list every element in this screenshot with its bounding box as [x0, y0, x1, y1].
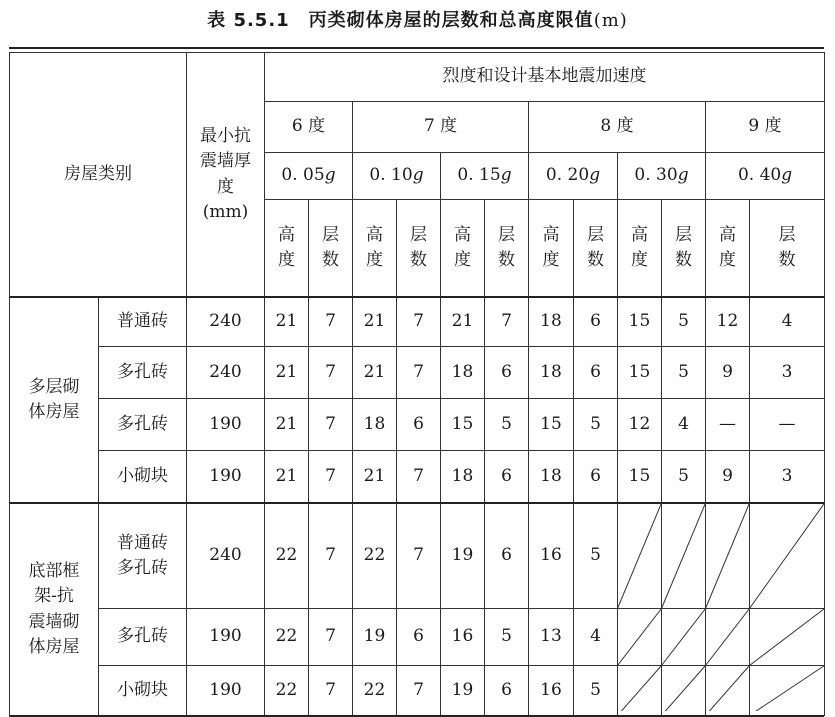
group-name-line: 震墙砌	[28, 611, 80, 632]
table-row	[10, 609, 825, 666]
header-thickness-line-2: 震墙厚	[200, 151, 251, 171]
acceleration-value: 0. 20	[545, 165, 590, 186]
height-value: 16	[529, 666, 574, 716]
height-value: 21	[441, 297, 485, 347]
group-name-line: 底部框	[28, 560, 80, 581]
masonry-type: 多孔砖	[99, 399, 187, 451]
label-char: 数	[587, 250, 604, 270]
height-value: 19	[441, 666, 485, 716]
label-char: 高	[366, 224, 383, 245]
header-acceleration	[529, 153, 618, 200]
header-acceleration	[618, 153, 706, 200]
header-height-label	[706, 200, 750, 298]
empty-cell	[750, 609, 825, 666]
label-char: 度	[631, 250, 648, 270]
header-acceleration	[441, 153, 529, 200]
floors-value: 7	[309, 347, 353, 399]
acceleration-value: 0. 30	[634, 165, 678, 186]
header-intensity-9: 9 度	[706, 102, 825, 153]
acceleration-unit: g	[677, 165, 689, 186]
header-acceleration	[706, 153, 825, 200]
height-value: 16	[441, 609, 485, 666]
height-value: 13	[529, 609, 574, 666]
table-row	[10, 451, 825, 504]
empty-cell	[662, 503, 706, 609]
empty-cell	[618, 503, 662, 609]
group-name	[10, 503, 99, 716]
height-value: 18	[529, 347, 574, 399]
header-floors-label	[662, 200, 706, 298]
acceleration-unit: g	[589, 165, 601, 186]
height-value: 18	[529, 297, 574, 347]
acceleration-value: 0. 15	[457, 165, 501, 186]
floors-value: 7	[309, 451, 353, 504]
masonry-type: 普通砖	[99, 297, 187, 347]
height-value: 21	[265, 399, 309, 451]
floors-value: 6	[397, 609, 441, 666]
floors-value: 7	[397, 347, 441, 399]
floors-value: 5	[485, 609, 529, 666]
header-floors-label	[485, 200, 529, 298]
label-char: 度	[719, 250, 736, 270]
wall-thickness: 240	[187, 503, 265, 609]
group-name	[10, 297, 99, 503]
empty-cell	[662, 666, 706, 716]
label-char: 度	[366, 250, 383, 270]
height-value: 18	[441, 451, 485, 504]
masonry-type: 多孔砖	[99, 347, 187, 399]
label-char: 高	[454, 224, 471, 245]
masonry-type-line: 普通砖	[117, 532, 168, 553]
header-acceleration	[265, 153, 353, 200]
acceleration-unit: g	[412, 165, 424, 186]
header-thickness-line-3: 度	[217, 176, 234, 197]
masonry-type: 小砌块	[99, 666, 187, 716]
group-name-line: 架-抗	[34, 586, 74, 606]
header-floors-label	[309, 200, 353, 298]
floors-value: 7	[485, 297, 529, 347]
wall-thickness: 240	[187, 347, 265, 399]
floors-value: 5	[662, 451, 706, 504]
header-acceleration	[353, 153, 441, 200]
table-row	[10, 399, 825, 451]
header-thickness-line-4: (mm)	[202, 202, 249, 222]
header-height-label	[353, 200, 397, 298]
height-value: 19	[441, 503, 485, 609]
height-value: 9	[706, 347, 750, 399]
group-name-line: 多层砌	[28, 376, 80, 397]
label-char: 层	[778, 224, 796, 245]
floors-value: 7	[309, 503, 353, 609]
height-value: 21	[265, 347, 309, 399]
floors-value: 6	[485, 347, 529, 399]
height-value: 22	[265, 609, 309, 666]
floors-value: 7	[309, 609, 353, 666]
floors-value: 7	[397, 666, 441, 716]
height-value: 18	[441, 347, 485, 399]
table-row	[10, 347, 825, 399]
height-value: 15	[618, 451, 662, 504]
label-char: 数	[675, 250, 692, 270]
header-category: 房屋类别	[10, 53, 187, 298]
label-char: 层	[410, 224, 427, 245]
table-row	[10, 503, 825, 609]
empty-cell	[706, 666, 750, 716]
wall-thickness: 190	[187, 451, 265, 504]
floors-value: 7	[397, 451, 441, 504]
acceleration-value: 0. 05	[281, 165, 325, 186]
height-value: 22	[265, 666, 309, 716]
floors-value: 6	[574, 297, 618, 347]
header-thickness-line-1: 最小抗	[200, 125, 251, 146]
table-row	[10, 666, 825, 716]
height-value: 22	[353, 503, 397, 609]
wall-thickness: 190	[187, 609, 265, 666]
masonry-type	[99, 503, 187, 609]
floors-value: 5	[574, 503, 618, 609]
height-value: 15	[618, 297, 662, 347]
masonry-type-line: 多孔砖	[117, 558, 168, 578]
acceleration-unit: g	[324, 165, 336, 186]
top-rule	[9, 47, 824, 49]
height-value: 21	[353, 297, 397, 347]
masonry-type: 多孔砖	[99, 609, 187, 666]
height-value: 18	[529, 451, 574, 504]
height-value: 21	[353, 451, 397, 504]
header-height-label	[529, 200, 574, 298]
height-limit-table	[9, 52, 825, 716]
label-char: 层	[322, 224, 339, 245]
empty-cell	[706, 503, 750, 609]
height-value: 21	[353, 347, 397, 399]
header-floors-label	[750, 200, 825, 298]
masonry-type: 小砌块	[99, 451, 187, 504]
height-value: 18	[353, 399, 397, 451]
height-value: 15	[529, 399, 574, 451]
floors-value: 5	[662, 297, 706, 347]
label-char: 高	[542, 224, 560, 245]
header-height-label	[441, 200, 485, 298]
height-value: 12	[706, 297, 750, 347]
floors-value: 4	[662, 399, 706, 451]
height-value: 19	[353, 609, 397, 666]
wall-thickness: 240	[187, 297, 265, 347]
height-value: 16	[529, 503, 574, 609]
label-char: 高	[719, 224, 736, 245]
header-min-wall-thickness	[187, 53, 265, 298]
acceleration-value: 0. 10	[369, 165, 413, 186]
group-name-line: 体房屋	[28, 637, 80, 657]
wall-thickness: 190	[187, 399, 265, 451]
label-char: 度	[542, 250, 560, 270]
empty-cell	[750, 666, 825, 716]
empty-cell	[618, 666, 662, 716]
header-height-label	[618, 200, 662, 298]
floors-value: 7	[397, 503, 441, 609]
empty-cell	[618, 609, 662, 666]
floors-value: 6	[574, 451, 618, 504]
header-intensity-6: 6 度	[265, 102, 353, 153]
table-row	[10, 297, 825, 347]
wall-thickness: 190	[187, 666, 265, 716]
floors-value: 3	[750, 451, 825, 504]
floors-value: 7	[309, 297, 353, 347]
floors-value: 6	[485, 666, 529, 716]
header-floors-label	[397, 200, 441, 298]
empty-cell	[662, 609, 706, 666]
floors-value: 6	[485, 503, 529, 609]
floors-value: 6	[574, 347, 618, 399]
label-char: 度	[454, 250, 471, 270]
floors-value: 5	[574, 399, 618, 451]
floors-value: 6	[485, 451, 529, 504]
height-value: 9	[706, 451, 750, 504]
floors-value: 3	[750, 347, 825, 399]
label-char: 度	[278, 250, 295, 270]
height-value: 21	[265, 451, 309, 504]
label-char: 层	[675, 224, 692, 245]
label-char: 层	[498, 224, 515, 245]
acceleration-unit: g	[500, 165, 512, 186]
height-value: 12	[618, 399, 662, 451]
table-title-unit: (m)	[593, 10, 628, 31]
floors-value: —	[750, 399, 825, 451]
acceleration-unit: g	[781, 165, 793, 186]
floors-value: 6	[397, 399, 441, 451]
height-value: —	[706, 399, 750, 451]
label-char: 高	[631, 224, 648, 245]
floors-value: 7	[309, 399, 353, 451]
label-char: 数	[322, 250, 339, 270]
header-intensity-7: 7 度	[353, 102, 529, 153]
empty-cell	[706, 609, 750, 666]
floors-value: 7	[309, 666, 353, 716]
height-value: 22	[353, 666, 397, 716]
floors-value: 4	[574, 609, 618, 666]
group-name-line: 体房屋	[28, 402, 80, 422]
empty-cell	[750, 503, 825, 609]
height-value: 15	[441, 399, 485, 451]
table-title-main: 表 5.5.1 丙类砌体房屋的层数和总高度限值	[207, 10, 594, 31]
floors-value: 7	[397, 297, 441, 347]
acceleration-value: 0. 40	[737, 165, 782, 186]
label-char: 高	[278, 224, 295, 245]
header-floors-label	[574, 200, 618, 298]
label-char: 数	[410, 250, 427, 270]
label-char: 层	[587, 224, 604, 245]
floors-value: 4	[750, 297, 825, 347]
header-intensity-8: 8 度	[529, 102, 706, 153]
floors-value: 5	[662, 347, 706, 399]
header-height-label	[265, 200, 309, 298]
floors-value: 5	[574, 666, 618, 716]
height-value: 21	[265, 297, 309, 347]
floors-value: 5	[485, 399, 529, 451]
height-value: 15	[618, 347, 662, 399]
label-char: 数	[778, 250, 796, 270]
height-value: 22	[265, 503, 309, 609]
table-title	[0, 6, 835, 36]
label-char: 数	[498, 250, 515, 270]
header-intensity-group: 烈度和设计基本地震加速度	[265, 53, 825, 102]
